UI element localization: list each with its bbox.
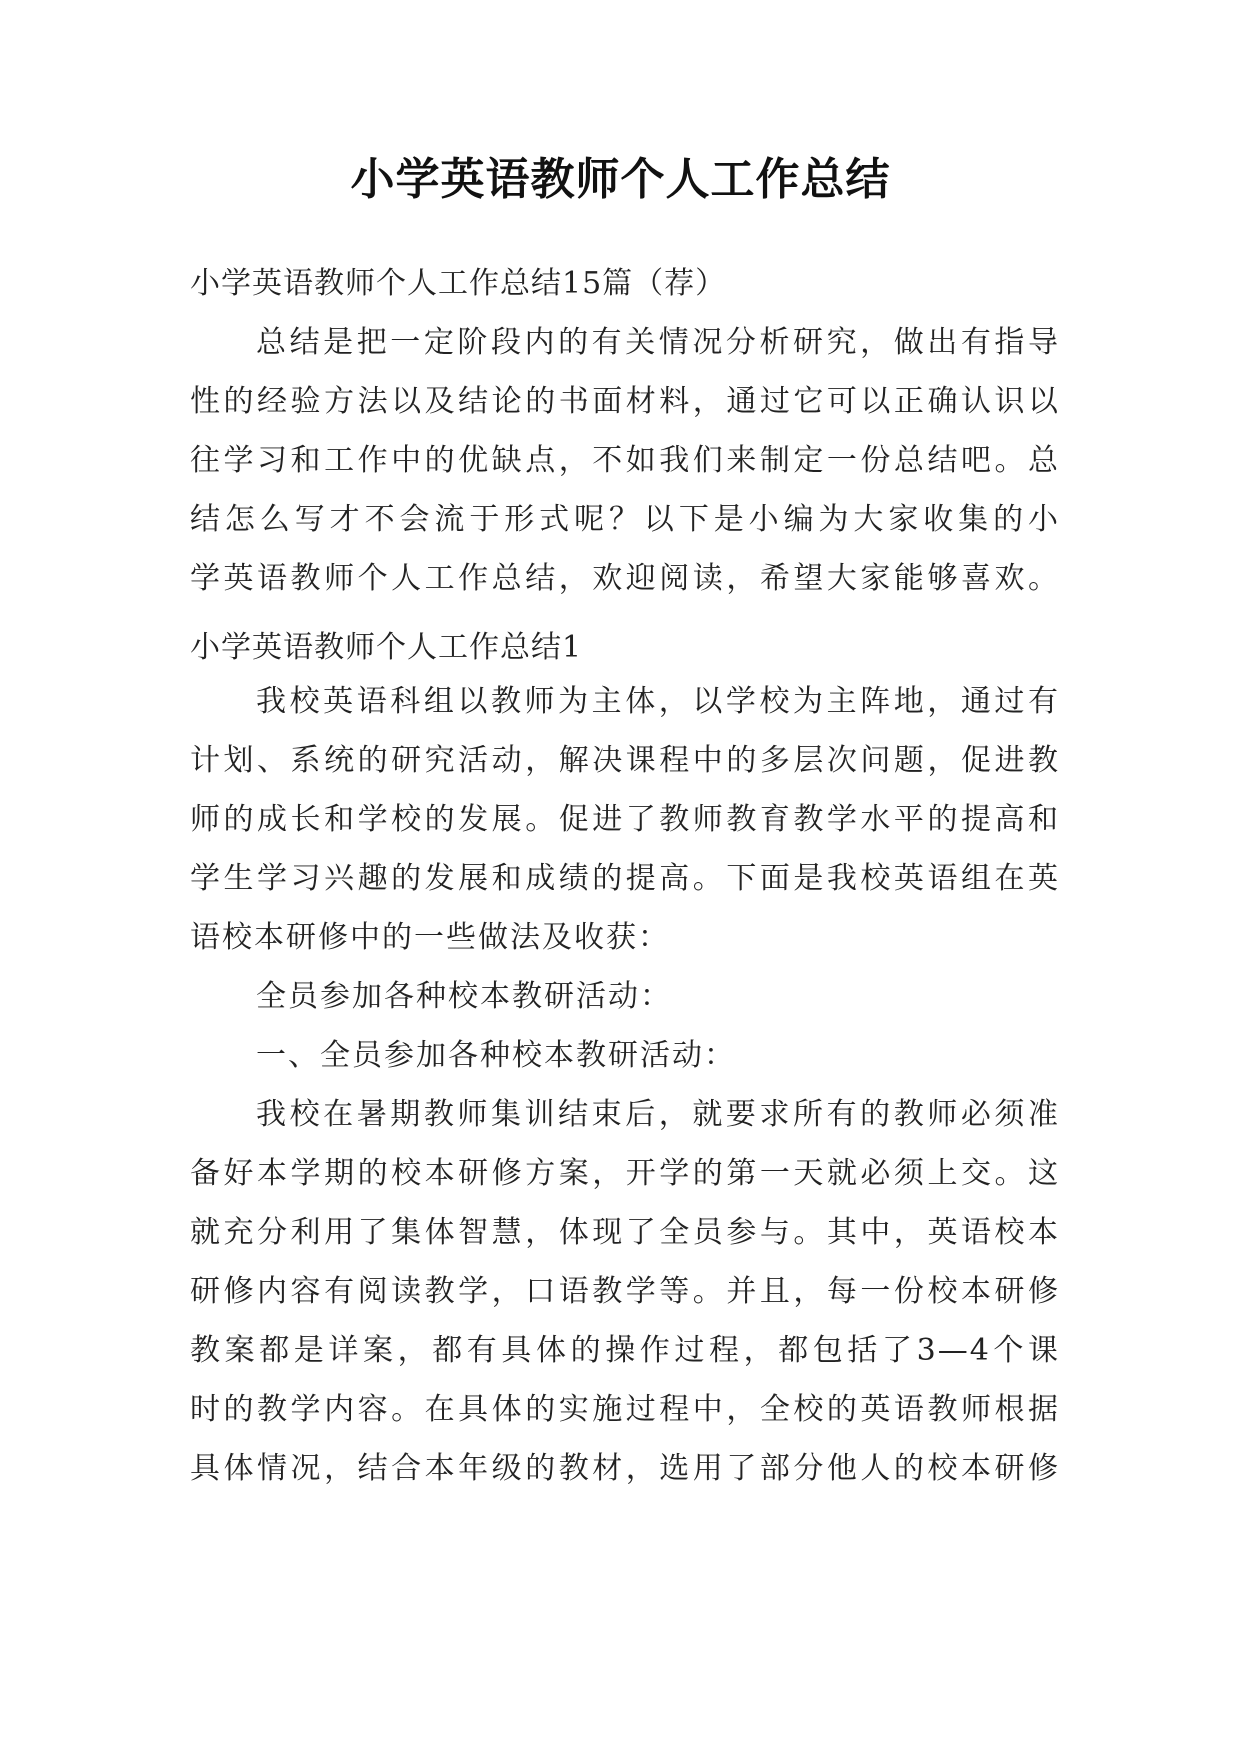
document-title: 小学英语教师个人工作总结 bbox=[350, 154, 891, 205]
paragraph-line: 一、全员参加各种校本教研活动： bbox=[256, 1038, 736, 1073]
paragraph-line: 师的成长和学校的发展。促进了教师教育教学水平的提高和 bbox=[190, 802, 1060, 837]
paragraph-line: 就充分利用了集体智慧，体现了全员参与。其中，英语校本 bbox=[190, 1215, 1060, 1250]
intro-line: 学英语教师个人工作总结，欢迎阅读，希望大家能够喜欢。 bbox=[190, 561, 1060, 596]
intro-line: 总结是把一定阶段内的有关情况分析研究，做出有指导 bbox=[256, 325, 1060, 360]
paragraph-line: 研修内容有阅读教学，口语教学等。并且，每一份校本研修 bbox=[190, 1274, 1060, 1309]
document-subtitle-block bbox=[190, 254, 1060, 313]
document-subtitle: 小学英语教师个人工作总结15篇（荐） bbox=[190, 266, 727, 301]
section-paragraph-3 bbox=[190, 1026, 1060, 1085]
intro-paragraph bbox=[190, 313, 1060, 608]
intro-line: 往学习和工作中的优缺点，不如我们来制定一份总结吧。总 bbox=[190, 443, 1060, 478]
section-paragraph-2 bbox=[190, 967, 1060, 1026]
intro-line: 性的经验方法以及结论的书面材料，通过它可以正确认识以 bbox=[190, 384, 1060, 419]
section-heading-block bbox=[190, 618, 1060, 677]
paragraph-line: 备好本学期的校本研修方案，开学的第一天就必须上交。这 bbox=[190, 1156, 1060, 1191]
paragraph-line: 我校英语科组以教师为主体，以学校为主阵地，通过有 bbox=[256, 684, 1060, 719]
paragraph-line: 我校在暑期教师集训结束后，就要求所有的教师必须准 bbox=[256, 1097, 1060, 1132]
section-paragraph-4 bbox=[190, 1085, 1060, 1498]
paragraph-line: 教案都是详案，都有具体的操作过程，都包括了3—4个课 bbox=[190, 1333, 1060, 1368]
paragraph-line: 时的教学内容。在具体的实施过程中，全校的英语教师根据 bbox=[190, 1392, 1060, 1427]
section-paragraph-1 bbox=[190, 672, 1060, 967]
paragraph-line: 学生学习兴趣的发展和成绩的提高。下面是我校英语组在英 bbox=[190, 861, 1060, 896]
intro-line: 结怎么写才不会流于形式呢？以下是小编为大家收集的小 bbox=[190, 502, 1060, 537]
section-heading: 小学英语教师个人工作总结1 bbox=[190, 630, 583, 665]
paragraph-line: 计划、系统的研究活动，解决课程中的多层次问题，促进教 bbox=[190, 743, 1060, 778]
paragraph-line: 具体情况，结合本年级的教材，选用了部分他人的校本研修 bbox=[190, 1451, 1060, 1486]
paragraph-line: 全员参加各种校本教研活动： bbox=[256, 979, 672, 1014]
paragraph-line: 语校本研修中的一些做法及收获： bbox=[190, 920, 670, 955]
